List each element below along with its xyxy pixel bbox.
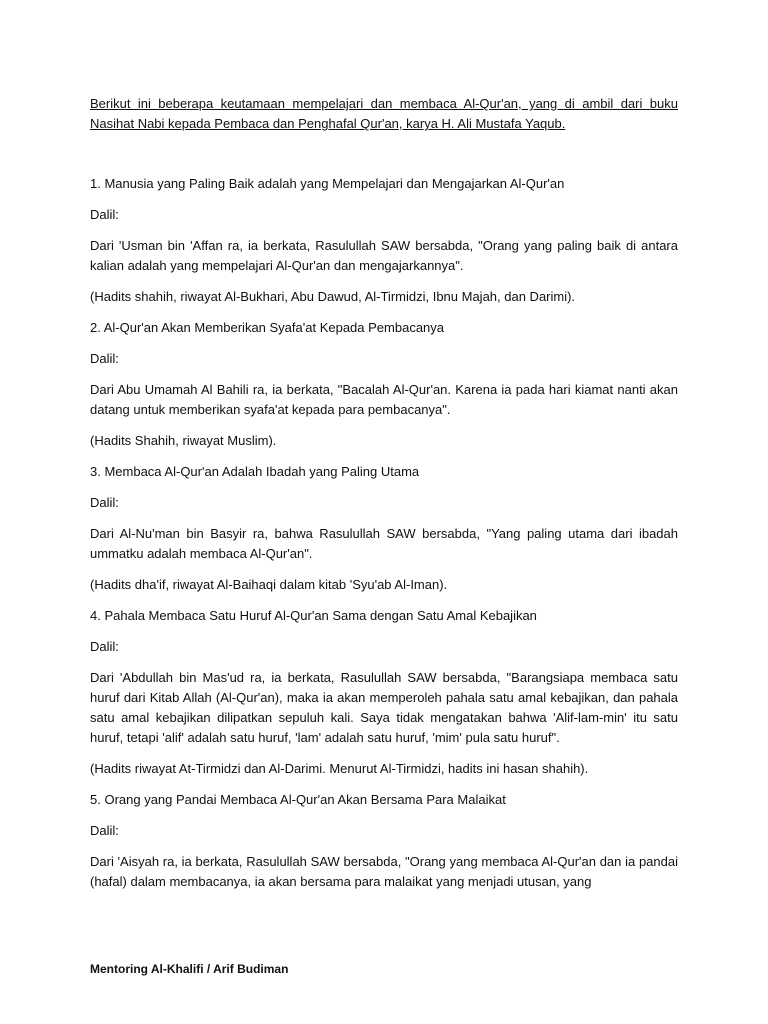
hadith-quote: Dari 'Abdullah bin Mas'ud ra, ia berkata, Rasulullah SAW bersabda, "Barangsiapa membaca satu huruf dari Kitab Allah (Al-Qur'an), maka ia akan memperoleh pahala satu amal kebajikan, dan pahala satu amal kebajikan dilipatkan sepuluh kali. Saya tidak mengatakan bahwa 'Alif-lam-min' itu satu huruf, tetapi 'alif' adalah satu huruf, 'lam' adalah satu huruf, 'mim' pula satu huruf".	[90, 670, 678, 745]
section-heading: 1. Manusia yang Paling Baik adalah yang Mempelajari dan Mengajarkan Al-Qur'an	[90, 176, 565, 191]
hadith-source: (Hadits shahih, riwayat Al-Bukhari, Abu Dawud, Al-Tirmidzi, Ibnu Majah, dan Darimi).	[90, 289, 576, 304]
dalil-label: Dalil:	[90, 207, 119, 222]
dalil-label: Dalil:	[90, 351, 119, 366]
section-1	[90, 174, 678, 318]
section-heading: 5. Orang yang Pandai Membaca Al-Qur'an Akan Bersama Para Malaikat	[90, 792, 506, 807]
hadith-quote: Dari 'Aisyah ra, ia berkata, Rasulullah SAW bersabda, "Orang yang membaca Al-Qur'an dan ia pandai (hafal) dalam membacanya, ia akan bersama para malaikat yang menjadi utusan, yang	[90, 854, 678, 889]
hadith-quote: Dari Al-Nu'man bin Basyir ra, bahwa Rasulullah SAW bersabda, "Yang paling utama dari ibadah ummatku adalah membaca Al-Qur'an".	[90, 526, 678, 561]
hadith-source: (Hadits Shahih, riwayat Muslim).	[90, 433, 277, 448]
dalil-label: Dalil:	[90, 823, 119, 838]
hadith-source: (Hadits dha'if, riwayat Al-Baihaqi dalam kitab 'Syu'ab Al-Iman).	[90, 577, 448, 592]
section-3	[90, 462, 678, 606]
spacer	[90, 134, 678, 174]
hadith-quote: Dari 'Usman bin 'Affan ra, ia berkata, Rasulullah SAW bersabda, "Orang yang paling baik di antara kalian adalah yang mempelajari Al-Qur'an dan mengajarkannya".	[90, 238, 678, 273]
section-4	[90, 606, 678, 790]
hadith-quote: Dari Abu Umamah Al Bahili ra, ia berkata, "Bacalah Al-Qur'an. Karena ia pada hari kiamat nanti akan datang untuk memberikan syafa'at kepada para pembacanya".	[90, 382, 678, 417]
dalil-label: Dalil:	[90, 495, 119, 510]
section-2	[90, 318, 678, 462]
section-heading: 2. Al-Qur'an Akan Memberikan Syafa'at Kepada Pembacanya	[90, 320, 445, 335]
page-footer: Mentoring Al-Khalifi / Arif Budiman	[90, 962, 289, 976]
section-heading: 3. Membaca Al-Qur'an Adalah Ibadah yang Paling Utama	[90, 464, 420, 479]
section-heading: 4. Pahala Membaca Satu Huruf Al-Qur'an Sama dengan Satu Amal Kebajikan	[90, 608, 537, 623]
section-5	[90, 790, 678, 892]
document-page	[90, 94, 678, 892]
hadith-source: (Hadits riwayat At-Tirmidzi dan Al-Darimi. Menurut Al-Tirmidzi, hadits ini hasan shahih).	[90, 761, 589, 776]
dalil-label: Dalil:	[90, 639, 119, 654]
intro-paragraph: Berikut ini beberapa keutamaan mempelajari dan membaca Al-Qur'an, yang di ambil dari buku Nasihat Nabi kepada Pembaca dan Penghafal Qur'an, karya H. Ali Mustafa Yaqub.	[90, 96, 678, 131]
